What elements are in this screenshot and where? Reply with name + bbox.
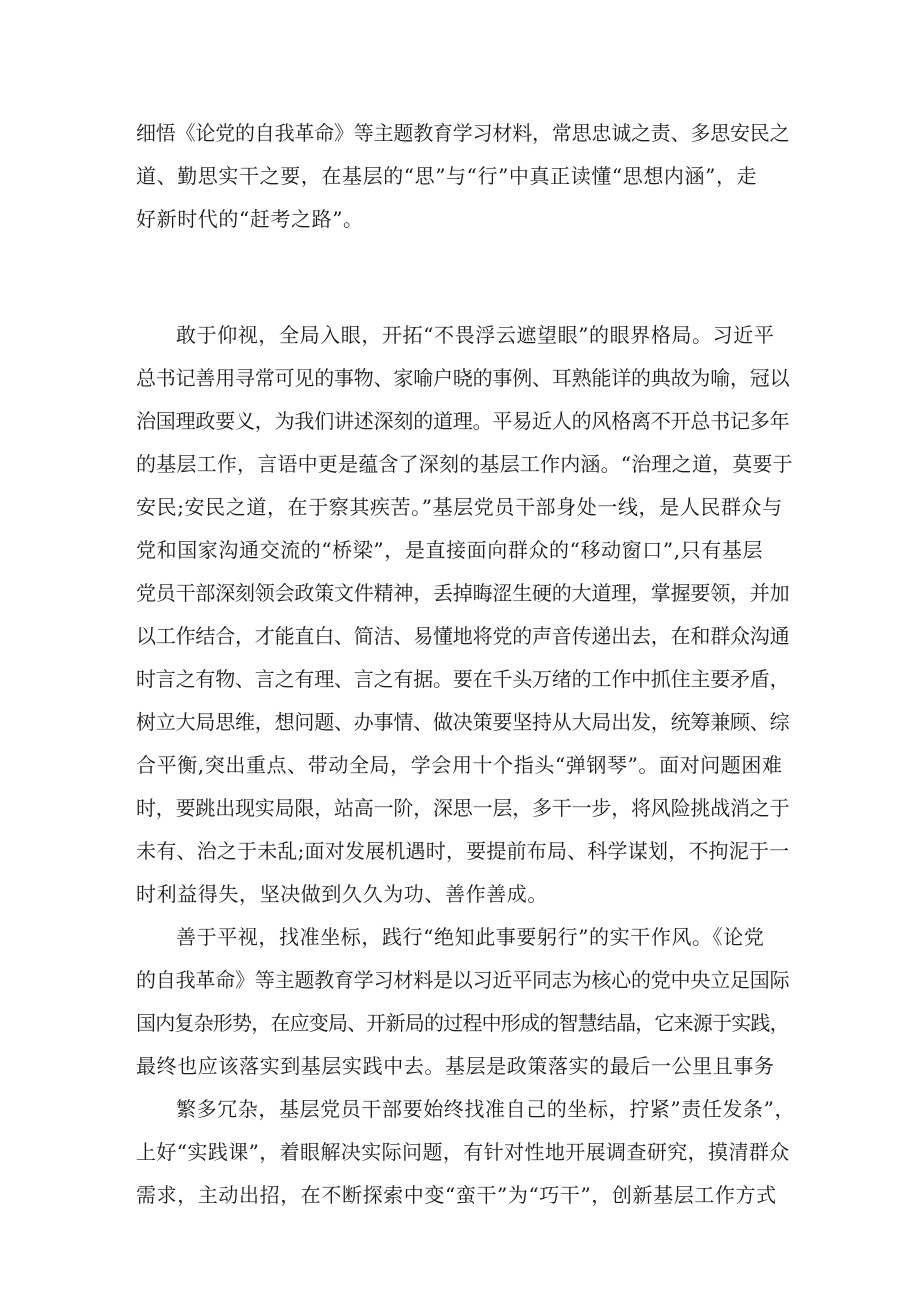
paragraph-line: 善于平视，找准坐标，践行“绝知此事要躬行”的实干作风。《论党	[176, 925, 765, 949]
paragraph-line: 时，要跳出现实局限，站高一阶，深思一层，多干一步，将风险挑战消之于	[136, 796, 790, 820]
paragraph-line: 的自我革命》等主题教育学习材料是以习近平同志为核心的党中央立足国际	[136, 968, 790, 992]
paragraph-line: 上好“实践课”，着眼解决实际问题，有针对性地开展调查研究，摸清群众	[136, 1140, 790, 1164]
paragraph-line: 时言之有物、言之有理、言之有据。要在千头万绪的工作中抓住主要矛盾，	[136, 667, 790, 691]
paragraph-line: 敢于仰视，全局入眼，开拓“不畏浮云遮望眼”的眼界格局。习近平	[176, 323, 775, 347]
paragraph-line: 治国理政要义，为我们讲述深刻的道理。平易近人的风格离不开总书记多年	[136, 409, 790, 433]
paragraph-line: 以工作结合，才能直白、简洁、易懂地将党的声音传递出去，在和群众沟通	[136, 624, 790, 648]
paragraph-line: 国内复杂形势，在应变局、开新局的过程中形成的智慧结晶，它来源于实践，	[136, 1011, 789, 1035]
paragraph-line: 未有、治之于未乱;面对发展机遇时，要提前布局、科学谋划，不拘泥于一	[136, 839, 790, 863]
paragraph-line: 党员干部深刻领会政策文件精神，丢掉晦涩生硬的大道理，掌握要领，并加	[136, 581, 790, 605]
paragraph-line: 细悟《论党的自我革命》等主题教育学习材料，常思忠诚之责、多思安民之	[136, 121, 790, 145]
paragraph-line: 树立大局思维，想问题、办事情、做决策要坚持从大局出发，统筹兼顾、综	[136, 710, 790, 734]
paragraph-line: 最终也应该落实到基层实践中去。基层是政策落实的最后一公里且事务	[136, 1054, 775, 1078]
paragraph-line: 合平衡,突出重点、带动全局，学会用十个指头“弹钢琴”。面对问题困难	[136, 753, 783, 777]
paragraph-line: 需求，主动出招，在不断探索中变“蛮干”为“巧干”，创新基层工作方式	[136, 1183, 777, 1207]
paragraph-line: 时利益得失，坚决做到久久为功、善作善成。	[136, 882, 548, 906]
paragraph-line: 党和国家沟通交流的“桥梁”，是直接面向群众的“移动窗口”,只有基层	[136, 538, 764, 562]
paragraph-line: 道、勤思实干之要，在基层的“思”与“行”中真正读懂“思想内涵”，走	[136, 164, 758, 188]
paragraph-line: 繁多冗杂，基层党员干部要始终找准自己的坐标，拧紧”责任发条”，	[176, 1097, 796, 1121]
paragraph-line: 总书记善用寻常可见的事物、家喻户晓的事例、耳熟能详的典故为喻，冠以	[136, 366, 790, 390]
paragraph-line: 的基层工作，言语中更是蕴含了深刻的基层工作内涵。“治理之道，莫要于	[136, 452, 793, 476]
paragraph-line: 安民;安民之道，在于察其疾苦。”基层党员干部身处一线，是人民群众与	[136, 495, 783, 519]
paragraph-line: 好新时代的“赶考之路”。	[136, 207, 364, 231]
